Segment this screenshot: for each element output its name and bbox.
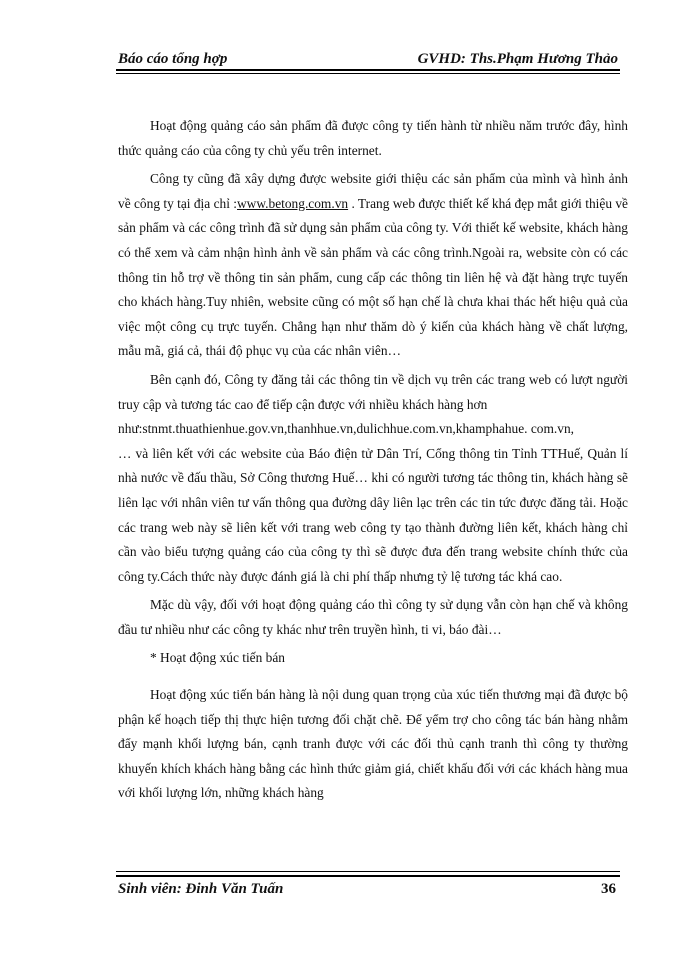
supervisor-name: GVHD: Ths.Phạm Hương Thảo [417, 51, 618, 67]
paragraph-3-sites: như:stnmt.thuathienhue.gov.vn,thanhhue.vn,dulichhue.com.vn,khamphahue. com.vn, [118, 421, 575, 437]
page-footer [118, 878, 616, 900]
footer-rule-thick [116, 875, 620, 877]
paragraph-1: Hoạt động quảng cáo sản phẩm đã được công ty tiến hành từ nhiều năm trước đây, hình thức quảng cáo của công ty chủ yếu trên internet. [118, 118, 628, 158]
paragraph-3-continued: … và liên kết với các website của Báo điện tử Dân Trí, Cổng thông tin Tỉnh TTHuế, Quản lí nhà nước về đấu thầu, Sở Công thương Huế… khi có người tương tác thông tin, khách hàng sẽ liên lạc với nhân viên tư vấn thông qua đường dây liên lạc trên các tin tức được đăng tải. Hoặc các trang web này sẽ liên kết với trang web công ty tạo thành đường liên kết, khách hàng chỉ cần vào biểu tượng quảng cáo của công ty thì sẽ được đưa đến trang website chính thức của công ty.Cách thức này được đánh giá là chi phí thấp nhưng tỷ lệ tương tác khá cao. [118, 445, 628, 584]
paragraph-4: Mặc dù vậy, đối với hoạt động quảng cáo thì công ty sử dụng vẫn còn hạn chế và không đầu tư nhiều như các công ty khác như trên truyền hình, ti vi, báo đài… [118, 597, 628, 637]
paragraph-3: Bên cạnh đó, Công ty đăng tải các thông tin về dịch vụ trên các trang web có lượt người truy cập và tương tác cao để tiếp cận được với nhiều khách hàng hơn [118, 371, 628, 412]
body-text [118, 114, 628, 810]
footer-rule-thin [116, 871, 620, 872]
report-title: Báo cáo tổng hợp [118, 51, 228, 67]
page-number: 36 [601, 880, 616, 897]
paragraph-2-lead: Công ty cũng đã xây dựng được website giới thiệu các sản phẩm của mình và hình ảnh về công ty tại địa chỉ : [118, 171, 628, 211]
paragraph-2-rest: . Trang web được thiết kế khá đẹp mắt giới thiệu về sản phẩm và các công trình đã sử dụng sản phẩm của công ty. Với thiết kế website, khách hàng có thể xem và cảm nhận hình ảnh về sản phẩm và các công trình.Ngoài ra, website còn có các thông tin hỗ trợ về thông tin sản phẩm, cung cấp các thông tin liên hệ và đặt hàng trực tuyến cho khách hàng.Tuy nhiên, website cũng có một số hạn chế là chưa khai thác hết hiệu quả của việc một công cụ trực tuyến. Chẳng hạn như thăm dò ý kiến của khách hàng về chất lượng, mẫu mã, giá cả, thái độ phục vụ của các nhân viên… [118, 195, 628, 359]
paragraph-2 [118, 167, 628, 364]
header-rule-thin [116, 73, 620, 74]
section-heading: * Hoạt động xúc tiến bán [150, 650, 285, 666]
paragraph-5: Hoạt động xúc tiến bán hàng là nội dung quan trọng của xúc tiến thương mại đã được bộ phận kế hoạch tiếp thị thực hiện tương đối chặt chẽ. Để yểm trợ cho công tác bán hàng nhằm đẩy mạnh khối lượng bán, cạnh tranh được với các đối thủ cạnh tranh thì công ty thường khuyến khích khách hàng bằng các hình thức giảm giá, chiết khấu đối với các khách hàng mua với khối lượng lớn, những khách hàng [118, 687, 628, 801]
website-link[interactable]: www.betong.com.vn [237, 195, 349, 211]
header-rule-thick [116, 69, 620, 71]
student-name: Sinh viên: Đinh Văn Tuấn [118, 880, 284, 897]
page-header [118, 38, 618, 68]
